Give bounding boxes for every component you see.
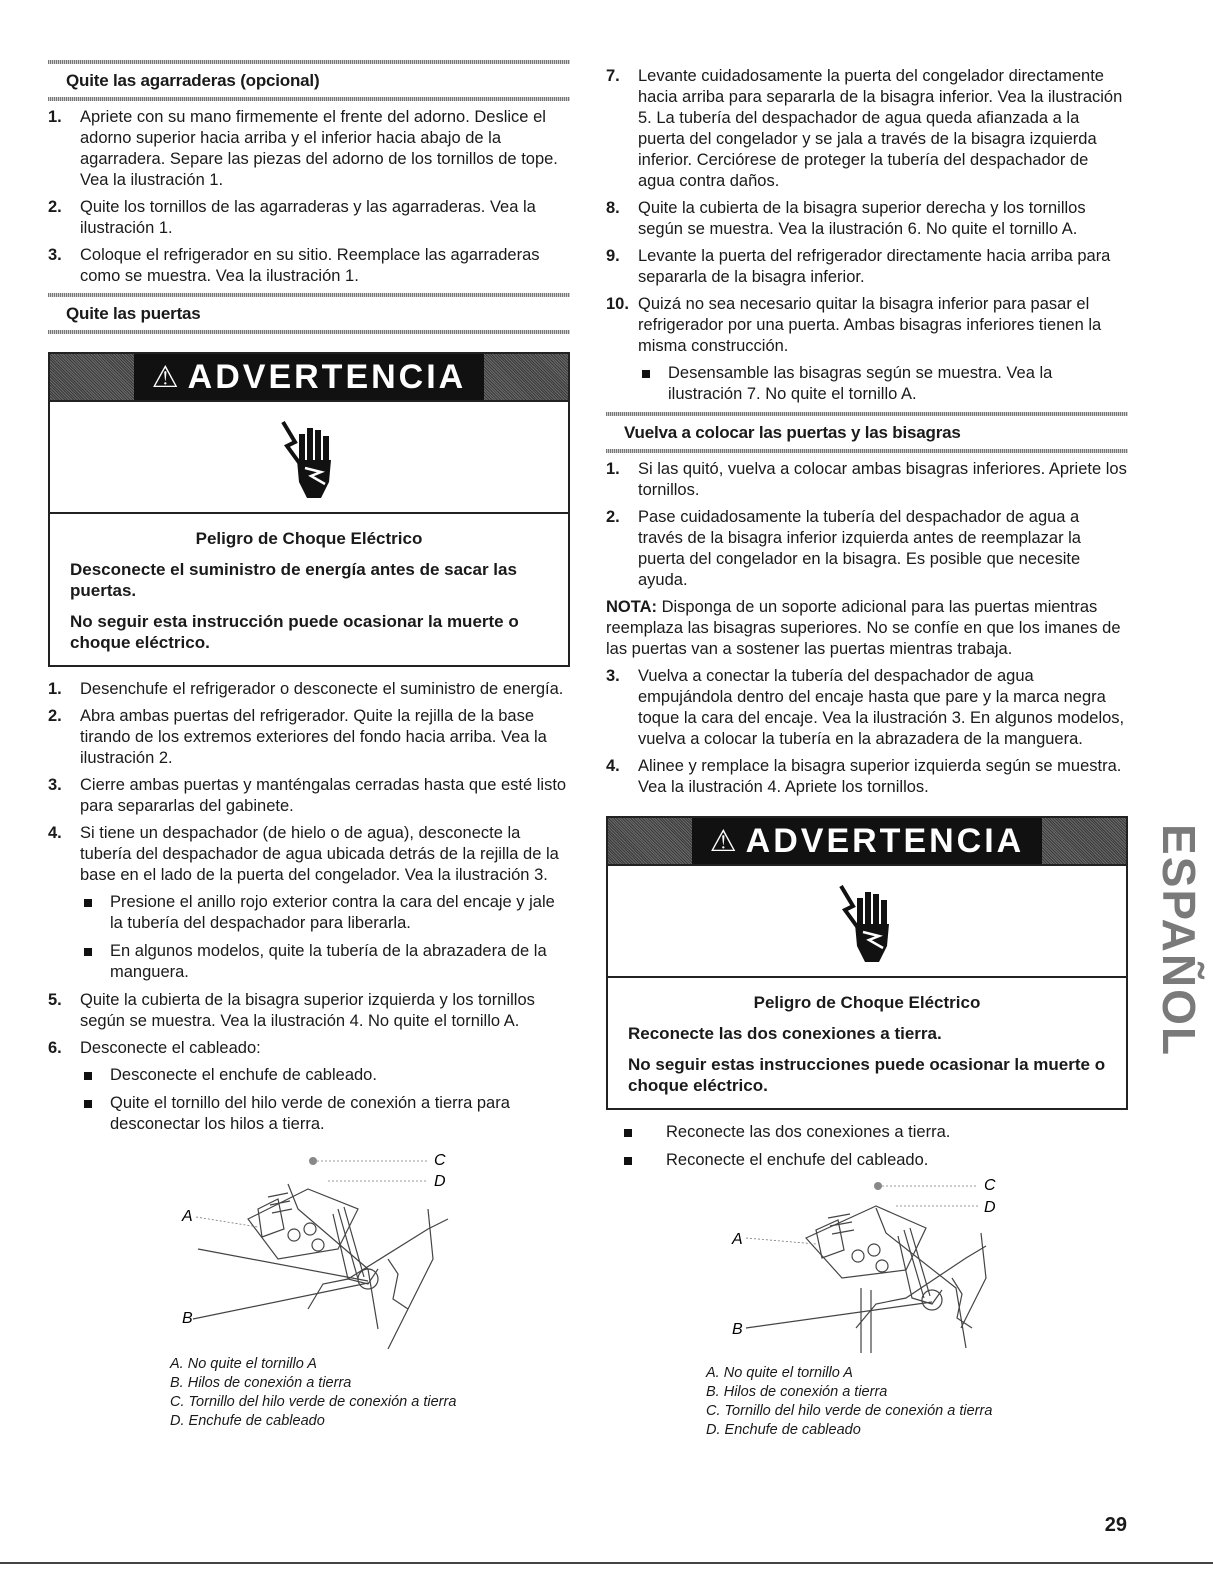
warning-hazard: Peligro de Choque Eléctrico <box>753 993 981 1012</box>
step-text: Coloque el refrigerador en su sitio. Reemplace las agarraderas como se muestra. Vea la ilustración 1. <box>80 246 540 285</box>
figure-label: D <box>434 1173 446 1190</box>
step-number: 4. <box>606 757 620 775</box>
caption-line: C. Tornillo del hilo verde de conexión a tierra <box>706 1403 993 1419</box>
warning-box <box>48 352 570 667</box>
warning-banner-text: ADVERTENCIA <box>745 821 1025 860</box>
figure-label: B <box>732 1321 743 1338</box>
step-item <box>606 66 1128 192</box>
door-steps <box>48 679 570 1135</box>
figure-label: C <box>984 1178 996 1194</box>
step-number: 9. <box>606 247 620 265</box>
caption-line: A. No quite el tornillo A <box>706 1365 853 1381</box>
step-item <box>48 706 570 769</box>
step-number: 10. <box>606 295 629 313</box>
step-item <box>606 246 1128 288</box>
wiring-illustration <box>606 1178 1128 1358</box>
step-number: 3. <box>48 246 62 264</box>
caption-line: C. Tornillo del hilo verde de conexión a tierra <box>170 1394 457 1410</box>
step-text: Abra ambas puertas del refrigerador. Quite la rejilla de la base tirando de los extremos exteriores del fondo hacia arriba. Vea la ilustración 2. <box>80 707 547 767</box>
bullet-item: Quite el tornillo del hilo verde de conexión a tierra para desconectar los hilos a tierra. <box>80 1093 570 1135</box>
step-number: 7. <box>606 67 620 85</box>
step-text: Vuelva a conectar la tubería del despachador de agua empujándola dentro del encaje hasta que pare y la marca negra toque la cara del encaje. Vea la ilustración 3. En algunos modelos, vuelva a colocar la tubería en la abrazadera de la manguera. <box>638 667 1125 748</box>
bullet-item: Reconecte las dos conexiones a tierra. <box>606 1122 1128 1143</box>
section-rule <box>606 449 1128 453</box>
figure-label: C <box>434 1152 446 1169</box>
replace-steps-continued <box>606 666 1128 798</box>
warning-triangle-icon: ⚠ <box>709 824 740 858</box>
bullet-list <box>80 1065 570 1135</box>
step-number: 1. <box>48 108 62 126</box>
section-title: Quite las puertas <box>66 304 201 323</box>
step-number: 3. <box>48 776 62 794</box>
section-rule <box>48 60 570 64</box>
step-number: 6. <box>48 1039 62 1057</box>
warning-hazard: Peligro de Choque Eléctrico <box>195 529 423 548</box>
handle-steps <box>48 107 570 287</box>
step-number: 1. <box>606 460 620 478</box>
replace-steps <box>606 459 1128 591</box>
page-number: 29 <box>1104 1514 1127 1536</box>
step-item <box>48 990 570 1032</box>
bullet-item: Desconecte el enchufe de cableado. <box>80 1065 570 1086</box>
step-item <box>48 679 570 700</box>
step-text: Quite la cubierta de la bisagra superior izquierda y los tornillos según se muestra. Vea la ilustración 4. No quite el tornillo A. <box>80 991 535 1030</box>
caption-line: B. Hilos de conexión a tierra <box>706 1384 888 1400</box>
step-text: Pase cuidadosamente la tubería del despachador de agua a través de la bisagra inferior izquierda antes de reemplazar la puerta del congelador en la bisagra. Es posible que necesite ayuda. <box>638 508 1081 589</box>
step-item <box>48 245 570 287</box>
bullet-item: Presione el anillo rojo exterior contra la cara del encaje y jale la tubería del despachador para liberarla. <box>80 892 570 934</box>
step-item <box>606 666 1128 750</box>
step-number: 2. <box>48 707 62 725</box>
step-number: 4. <box>48 824 62 842</box>
warning-banner-text: ADVERTENCIA <box>187 357 467 396</box>
step-number: 3. <box>606 667 620 685</box>
reconnect-bullets <box>606 1122 1128 1171</box>
bullet-item: Reconecte el enchufe del cableado. <box>606 1150 1128 1171</box>
section-rule <box>48 330 570 334</box>
step-text: Levante cuidadosamente la puerta del congelador directamente hacia arriba para separarla de la bisagra inferior. Vea la ilustración 5. La tubería del despachador de agua queda afianzada a la puerta del congelador y se jala a través de la bisagra izquierda inferior. Cerciórese de proteger la tubería del despachador de agua contra daños. <box>638 67 1123 190</box>
step-item <box>48 197 570 239</box>
warning-body <box>608 978 1126 1108</box>
warning-top <box>608 818 1126 978</box>
bullet-item: Desensamble las bisagras según se muestra. Vea la ilustración 7. No quite el tornillo A. <box>638 363 1128 405</box>
figure-label: B <box>182 1310 193 1327</box>
step-item <box>606 507 1128 591</box>
warning-banner <box>608 818 1126 866</box>
step-number: 1. <box>48 680 62 698</box>
step-item <box>48 1038 570 1135</box>
figure-caption <box>606 1364 1128 1440</box>
step-item <box>606 459 1128 501</box>
step-number: 2. <box>48 198 62 216</box>
step-text: Si tiene un despachador (de hielo o de agua), desconecte la tubería del despachador de agua ubicada detrás de la rejilla de la base en el lado de la puerta del congelador. Vea la ilustración 3. <box>80 824 559 884</box>
right-column <box>606 60 1128 1440</box>
left-column <box>48 60 570 1431</box>
warning-line: Reconecte las dos conexiones a tierra. <box>628 1024 942 1043</box>
step-text: Levante la puerta del refrigerador directamente hacia arriba para separarla de la bisagra inferior. <box>638 247 1111 286</box>
caption-line: B. Hilos de conexión a tierra <box>170 1375 352 1391</box>
figure-label: A <box>732 1231 743 1248</box>
electric-shock-icon <box>50 402 568 512</box>
figure-label: D <box>984 1199 996 1216</box>
note-paragraph <box>606 597 1128 660</box>
step-text: Quite la cubierta de la bisagra superior derecha y los tornillos según se muestra. Vea la ilustración 6. No quite el tornillo A. <box>638 199 1086 238</box>
figure-label: A <box>182 1208 193 1225</box>
step-number: 2. <box>606 508 620 526</box>
warning-line: Desconecte el suministro de energía antes de sacar las puertas. <box>70 560 517 600</box>
wiring-drawing <box>606 1178 1128 1358</box>
step-item <box>606 294 1128 405</box>
step-text: Desenchufe el refrigerador o desconecte el suministro de energía. <box>80 680 564 698</box>
language-label: ESPAÑOL <box>1152 823 1205 1057</box>
section-title: Quite las agarraderas (opcional) <box>66 71 320 90</box>
wiring-drawing <box>48 1149 570 1349</box>
bullet-item: En algunos modelos, quite la tubería de la abrazadera de la manguera. <box>80 941 570 983</box>
bottom-rule <box>0 1562 1213 1564</box>
section-rule <box>606 412 1128 416</box>
bullet-list <box>80 892 570 983</box>
electric-shock-icon <box>608 866 1126 976</box>
warning-banner <box>50 354 568 402</box>
caption-line: D. Enchufe de cableado <box>706 1422 861 1438</box>
step-text: Apriete con su mano firmemente el frente del adorno. Deslice el adorno superior hacia arriba y el inferior hacia abajo de la agarradera. Separe las piezas del adorno de los tornillos de tope. Vea la ilustración 1. <box>80 108 558 189</box>
wiring-illustration <box>48 1149 570 1349</box>
step-item <box>48 107 570 191</box>
section-header-remove-doors <box>48 303 570 324</box>
warning-line: No seguir estas instrucciones puede ocasionar la muerte o choque eléctrico. <box>628 1055 1106 1095</box>
step-text: Desconecte el cableado: <box>80 1039 261 1057</box>
step-item <box>48 823 570 983</box>
bullet-list <box>638 363 1128 405</box>
section-rule <box>48 97 570 101</box>
step-number: 8. <box>606 199 620 217</box>
step-text: Quizá no sea necesario quitar la bisagra inferior para pasar el refrigerador por una puerta. Ambas bisagras inferiores tienen la misma construcción. <box>638 295 1102 355</box>
step-text: Cierre ambas puertas y manténgalas cerradas hasta que esté listo para separarlas del gabinete. <box>80 776 567 815</box>
language-side-tab <box>1143 810 1213 1070</box>
figure-caption <box>48 1355 570 1431</box>
step-number: 5. <box>48 991 62 1009</box>
note-label: NOTA: <box>606 598 658 616</box>
section-header-remove-handles <box>48 70 570 91</box>
warning-line: No seguir esta instrucción puede ocasionar la muerte o choque eléctrico. <box>70 612 519 652</box>
step-text: Si las quitó, vuelva a colocar ambas bisagras inferiores. Apriete los tornillos. <box>638 460 1127 499</box>
caption-line: A. No quite el tornillo A <box>170 1356 317 1372</box>
warning-triangle-icon: ⚠ <box>151 360 182 394</box>
step-item <box>606 198 1128 240</box>
step-text: Quite los tornillos de las agarraderas y las agarraderas. Vea la ilustración 1. <box>80 198 536 237</box>
warning-box <box>606 816 1128 1110</box>
door-steps-continued <box>606 66 1128 405</box>
warning-top <box>50 354 568 514</box>
section-rule <box>48 293 570 297</box>
section-title: Vuelva a colocar las puertas y las bisagras <box>624 423 961 442</box>
step-text: Alinee y remplace la bisagra superior izquierda según se muestra. Vea la ilustración 4. Apriete los tornillos. <box>638 757 1122 796</box>
section-header-replace-doors <box>606 422 1128 443</box>
step-item <box>606 756 1128 798</box>
caption-line: D. Enchufe de cableado <box>170 1413 325 1429</box>
note-text: Disponga de un soporte adicional para las puertas mientras reemplaza las bisagras superiores. No se confíe en que los imanes de las puertas van a sostener las puertas mientras trabaja. <box>606 598 1121 658</box>
step-item <box>48 775 570 817</box>
warning-body <box>50 514 568 665</box>
